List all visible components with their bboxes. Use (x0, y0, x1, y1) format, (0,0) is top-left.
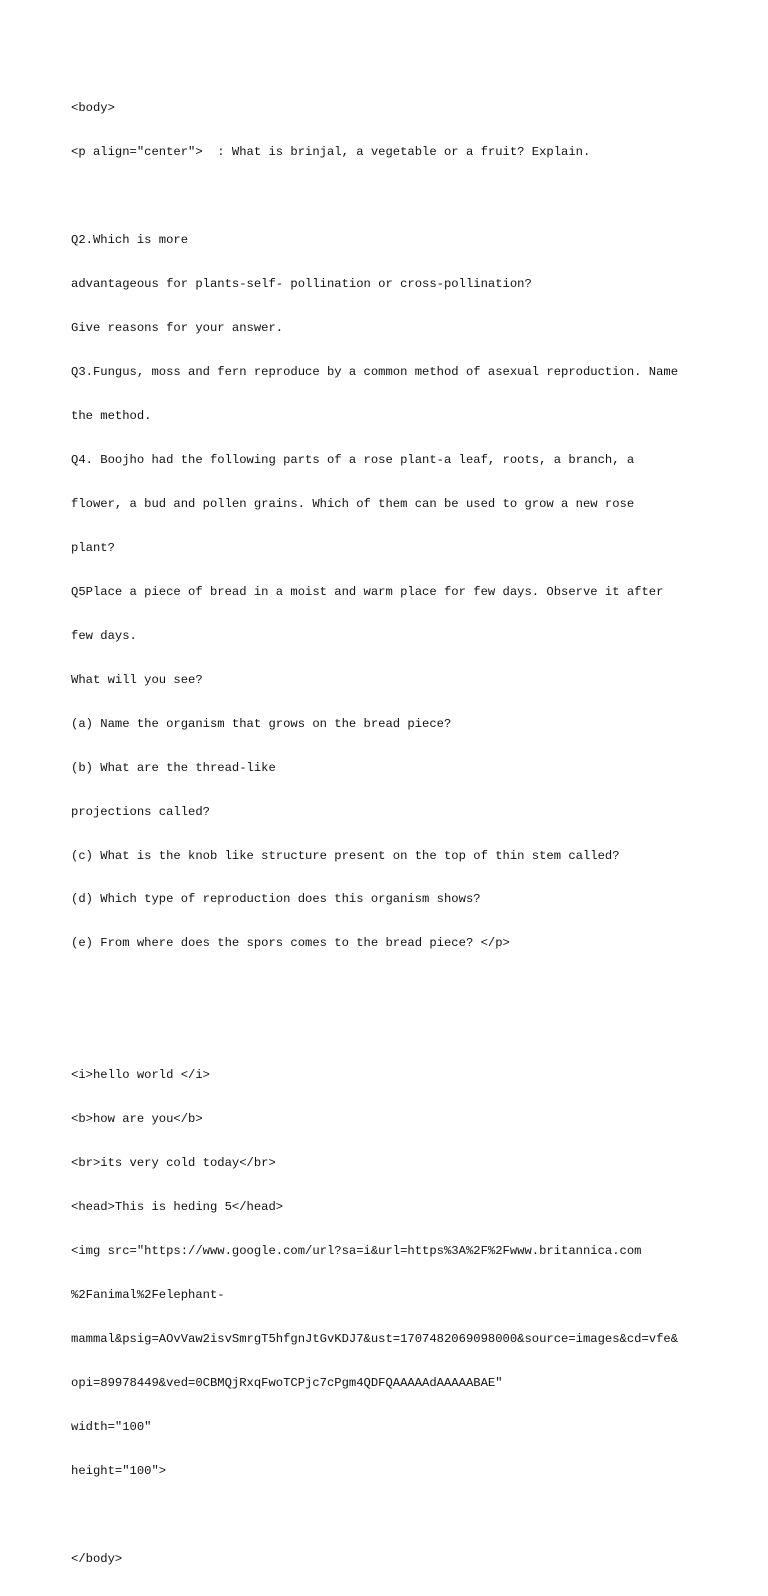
document-text (71, 72, 711, 1596)
line-28: %2Fanimal%2Felephant- (71, 1288, 225, 1303)
line-1: <body> (71, 101, 115, 116)
line-24: <b>how are you</b> (71, 1112, 203, 1127)
line-4: Q2.Which is more (71, 233, 189, 248)
line-7: Q3.Fungus, moss and fern reproduce by a common method of asexual reproduction. Name (71, 365, 679, 380)
line-34: </body> (71, 1551, 123, 1566)
line-22 (71, 1024, 711, 1039)
line-25: <br>its very cold today</br> (71, 1156, 276, 1171)
line-14: What will you see? (71, 672, 203, 687)
line-33 (71, 1508, 711, 1523)
line-20: (e) From where does the spors comes to the bread piece? </p> (71, 936, 510, 951)
line-13: few days. (71, 628, 137, 643)
line-31: width="100" (71, 1419, 152, 1434)
line-11: plant? (71, 540, 115, 555)
line-2: <p align="center"> : What is brinjal, a vegetable or a fruit? Explain. (71, 145, 591, 160)
line-3 (71, 189, 711, 204)
line-26: <head>This is heding 5</head> (71, 1200, 284, 1215)
line-19: (d) Which type of reproduction does this organism shows? (71, 892, 481, 907)
line-5: advantageous for plants-self- pollination or cross-pollination? (71, 277, 532, 292)
line-6: Give reasons for your answer. (71, 321, 284, 336)
line-8: the method. (71, 408, 152, 423)
line-27: <img src="https://www.google.com/url?sa=i&url=https%3A%2F%2Fwww.britannica.com (71, 1244, 642, 1259)
line-16: (b) What are the thread-like (71, 760, 276, 775)
line-12: Q5Place a piece of bread in a moist and warm place for few days. Observe it after (71, 584, 664, 599)
line-21 (71, 980, 711, 995)
line-30: opi=89978449&ved=0CBMQjRxqFwoTCPjc7cPgm4QDFQAAAAAdAAAAABAE" (71, 1375, 503, 1390)
line-32: height="100"> (71, 1463, 167, 1478)
line-29: mammal&psig=AOvVaw2isvSmrgT5hfgnJtGvKDJ7&ust=1707482069098000&source=images&cd=vfe& (71, 1332, 679, 1346)
line-15: (a) Name the organism that grows on the bread piece? (71, 716, 452, 731)
line-17: projections called? (71, 804, 210, 819)
line-18: (c) What is the knob like structure present on the top of thin stem called? (71, 848, 620, 863)
line-9: Q4. Boojho had the following parts of a rose plant-a leaf, roots, a branch, a (71, 452, 635, 467)
line-10: flower, a bud and pollen grains. Which of them can be used to grow a new rose (71, 496, 635, 511)
line-23: <i>hello world </i> (71, 1068, 210, 1083)
